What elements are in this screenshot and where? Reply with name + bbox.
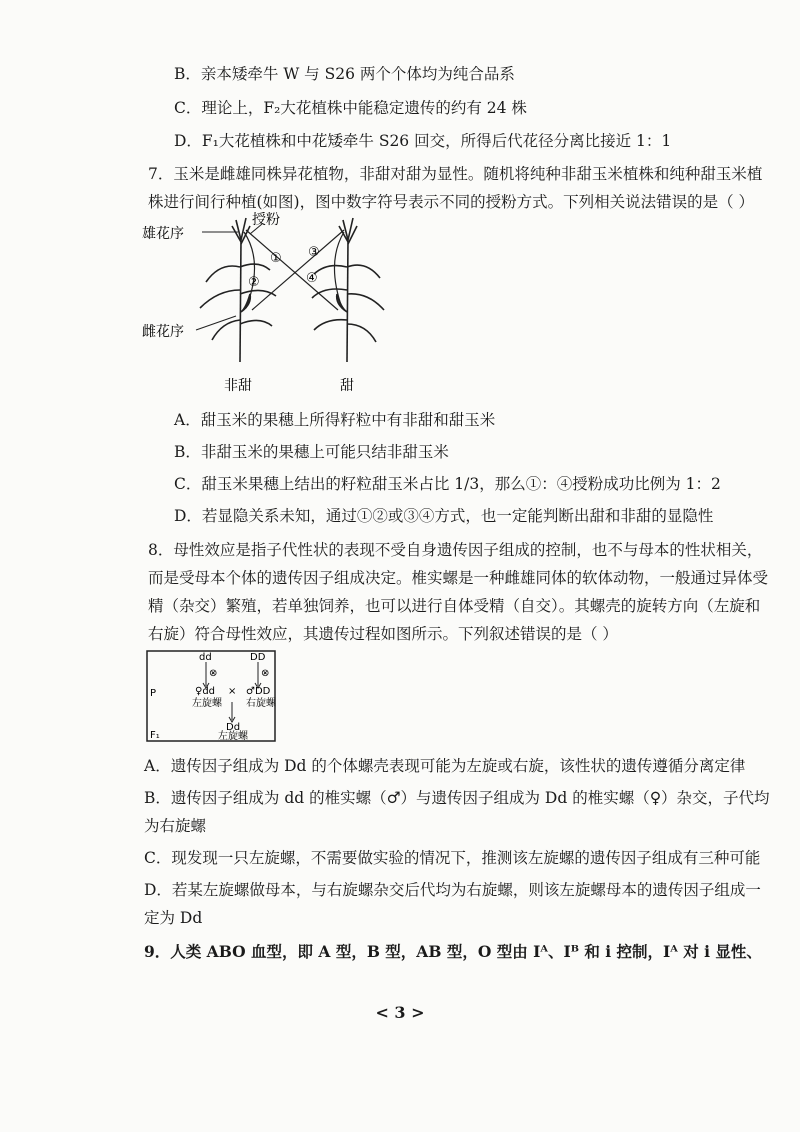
q7-stem-line1: 7．玉米是雌雄同株异花植物，非甜对甜为显性。随机将纯种非甜玉米植株和纯种甜玉米植 xyxy=(148,165,763,183)
label-male-flower: 雄花序 xyxy=(142,226,184,242)
mark-3: ③ xyxy=(308,245,320,260)
right-self-symbol: ⊗ xyxy=(261,668,270,679)
right-plant-stalk xyxy=(347,240,348,362)
top-right-genotype: DD xyxy=(250,652,266,663)
mark-2: ② xyxy=(248,275,260,290)
male-phenotype: 右旋螺 xyxy=(246,698,276,709)
mark-1: ① xyxy=(270,251,282,266)
q7-option-b: B．非甜玉米的果穗上可能只结非甜玉米 xyxy=(174,443,449,461)
q8-stem-line4: 右旋）符合母性效应，其遗传过程如图所示。下列叙述错误的是（ ） xyxy=(148,625,618,643)
generation-f1: F₁ xyxy=(150,730,160,741)
cross-symbol: × xyxy=(228,686,237,697)
female-phenotype: 左旋螺 xyxy=(192,698,222,709)
q8-option-d-line2: 定为 Dd xyxy=(144,909,203,927)
arrow-1 xyxy=(246,230,338,310)
q8-option-c: C．现发现一只左旋螺，不需要做实验的情况下，推测该左旋螺的遗传因子组成有三种可能 xyxy=(144,849,761,867)
label-pollination: 授粉 xyxy=(252,212,280,228)
offspring-phenotype: 左旋螺 xyxy=(218,731,248,742)
page-number: < 3 > xyxy=(375,1003,425,1022)
female-parent: ♀dd xyxy=(195,686,216,697)
q8-option-b-line1: B．遗传因子组成为 dd 的椎实螺（♂）与遗传因子组成为 Dd 的椎实螺（♀）杂交，子代均 xyxy=(144,789,770,807)
q7-option-a: A．甜玉米的果穗上所得籽粒中有非甜和甜玉米 xyxy=(174,411,496,429)
q8-option-a: A．遗传因子组成为 Dd 的个体螺壳表现可能为左旋或右旋，该性状的遗传遵循分离定律 xyxy=(144,757,746,775)
q6-option-d: D．F₁大花植株和中花矮牵牛 S26 回交，所得后代花径分离比接近 1：1 xyxy=(174,132,672,150)
generation-p: P xyxy=(150,688,157,699)
caption-sweet: 甜 xyxy=(340,378,354,394)
q8-stem-line2: 而是受母本个体的遗传因子组成决定。椎实螺是一种雌雄同体的软体动物，一般通过异体受 xyxy=(148,569,769,587)
q8-stem-line3: 精（杂交）繁殖，若单独饲养，也可以进行自体受精（自交）。其螺壳的旋转方向（左旋和 xyxy=(148,597,761,615)
left-self-symbol: ⊗ xyxy=(209,668,218,679)
arrow-4 xyxy=(252,230,344,310)
label-female-flower: 雌花序 xyxy=(142,324,184,340)
left-ear xyxy=(241,294,250,312)
q7-stem-line2: 株进行间行种植(如图)，图中数字符号表示不同的授粉方式。下列相关说法错误的是（ ） xyxy=(148,193,755,211)
q6-option-c: C．理论上，F₂大花植株中能稳定遗传的约有 24 株 xyxy=(174,99,527,117)
snail-inheritance-figure xyxy=(146,650,276,742)
q6-option-b: B．亲本矮牵牛 W 与 S26 两个个体均为纯合品系 xyxy=(174,65,515,83)
q7-option-d: D．若显隐关系未知，通过①②或③④方式，也一定能判断出甜和非甜的显隐性 xyxy=(174,507,714,525)
caption-non-sweet: 非甜 xyxy=(224,378,252,394)
top-left-genotype: dd xyxy=(199,652,212,663)
left-plant-stalk xyxy=(240,240,241,362)
q9-stem-line1: 9．人类 ABO 血型，即 A 型，B 型，AB 型，O 型由 Iᴬ、Iᴮ 和 i 控制，Iᴬ 对 i 显性、 xyxy=(144,942,762,961)
mark-4: ④ xyxy=(306,271,318,286)
q8-option-b-line2: 为右旋螺 xyxy=(144,817,207,835)
male-parent: ♂DD xyxy=(246,686,271,697)
q8-stem-line1: 8．母性效应是指子代性状的表现不受自身遗传因子组成的控制，也不与母本的性状相关， xyxy=(148,541,763,559)
q8-option-d-line1: D．若某左旋螺做母本，与右旋螺杂交后代均为右旋螺，则该左旋螺母本的遗传因子组成一 xyxy=(144,881,761,899)
arrow-3 xyxy=(334,232,344,308)
offspring-genotype: Dd xyxy=(226,722,241,733)
corn-pollination-figure xyxy=(140,212,400,402)
q7-option-c: C．甜玉米果穗上结出的籽粒甜玉米占比 1/3，那么①：④授粉成功比例为 1：2 xyxy=(174,475,721,493)
